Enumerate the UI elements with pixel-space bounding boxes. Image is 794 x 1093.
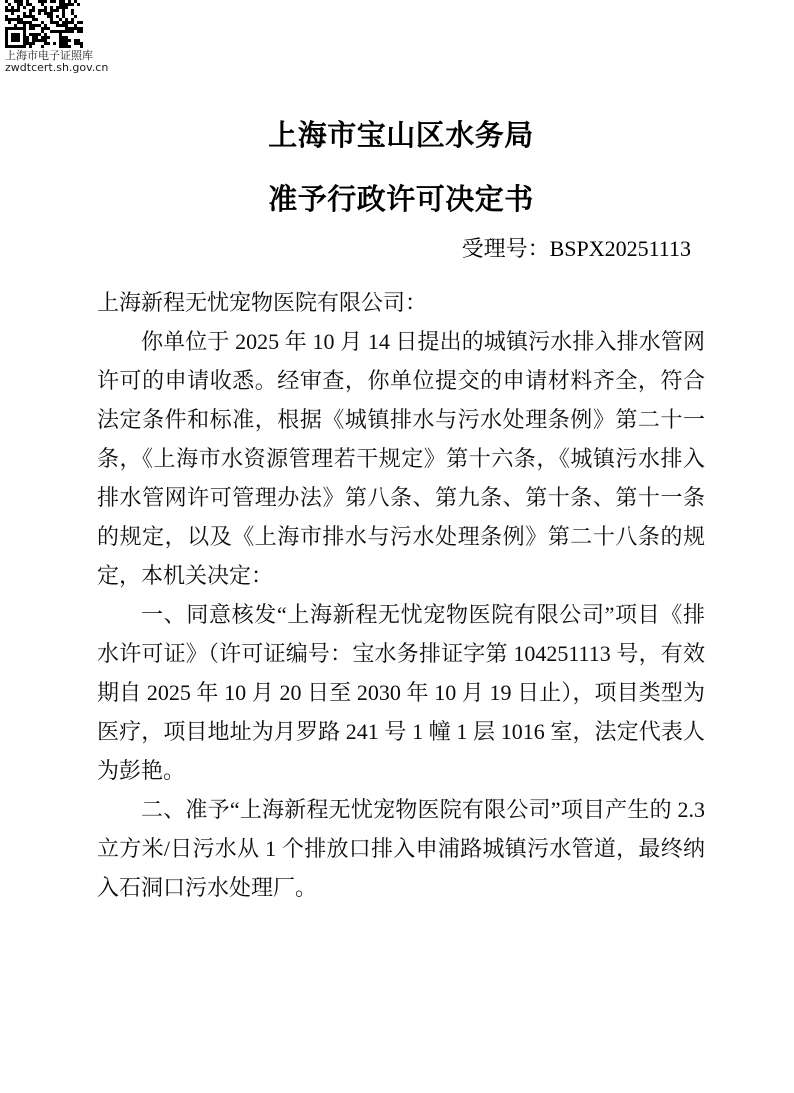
paragraph-decision-2: 二、准予“上海新程无忧宠物医院有限公司”项目产生的 2.3 立方米/日污水从 1 个排放口排入申浦路城镇污水管道，最终纳入石洞口污水处理厂。	[97, 797, 705, 900]
qr-caption-url: zwdtcert.sh.gov.cn	[5, 61, 109, 74]
paragraph-application-review: 你单位于 2025 年 10 月 14 日提出的城镇污水排入排水管网许可的申请收悉。经审查，你单位提交的申请材料齐全，符合法定条件和标准，根据《城镇排水与污水处理条例》第二十一条，《上海市水资源管理若干规定》第十六条，《城镇污水排入排水管网许可管理办法》第八条、第九条、第十条、第十一条的规定，以及《上海市排水与污水处理条例》第二十八条的规定，本机关决定：	[97, 329, 705, 588]
addressee-line: 上海新程无忧宠物医院有限公司：	[97, 290, 428, 315]
document-content	[97, 0, 705, 907]
receipt-number-line	[97, 235, 705, 263]
agency-title: 上海市宝山区水务局	[268, 120, 534, 152]
document-body	[97, 283, 705, 907]
qr-code-icon	[5, 0, 83, 48]
qr-caption-library: 上海市电子证照库	[5, 49, 93, 62]
document-title: 准予行政许可决定书	[268, 184, 534, 216]
paragraph-decision-1: 一、同意核发“上海新程无忧宠物医院有限公司”项目《排水许可证》（许可证编号：宝水务排证字第 104251113 号，有效期自 2025 年 10 月 20 日至 2030 年 10 月 19 日止），项目类型为医疗，项目地址为月罗路 241 号 1 幢 1 层 1016 室，法定代表人为彭艳。	[97, 602, 705, 783]
receipt-number: BSPX20251113	[549, 236, 691, 261]
receipt-label: 受理号：	[461, 236, 550, 261]
